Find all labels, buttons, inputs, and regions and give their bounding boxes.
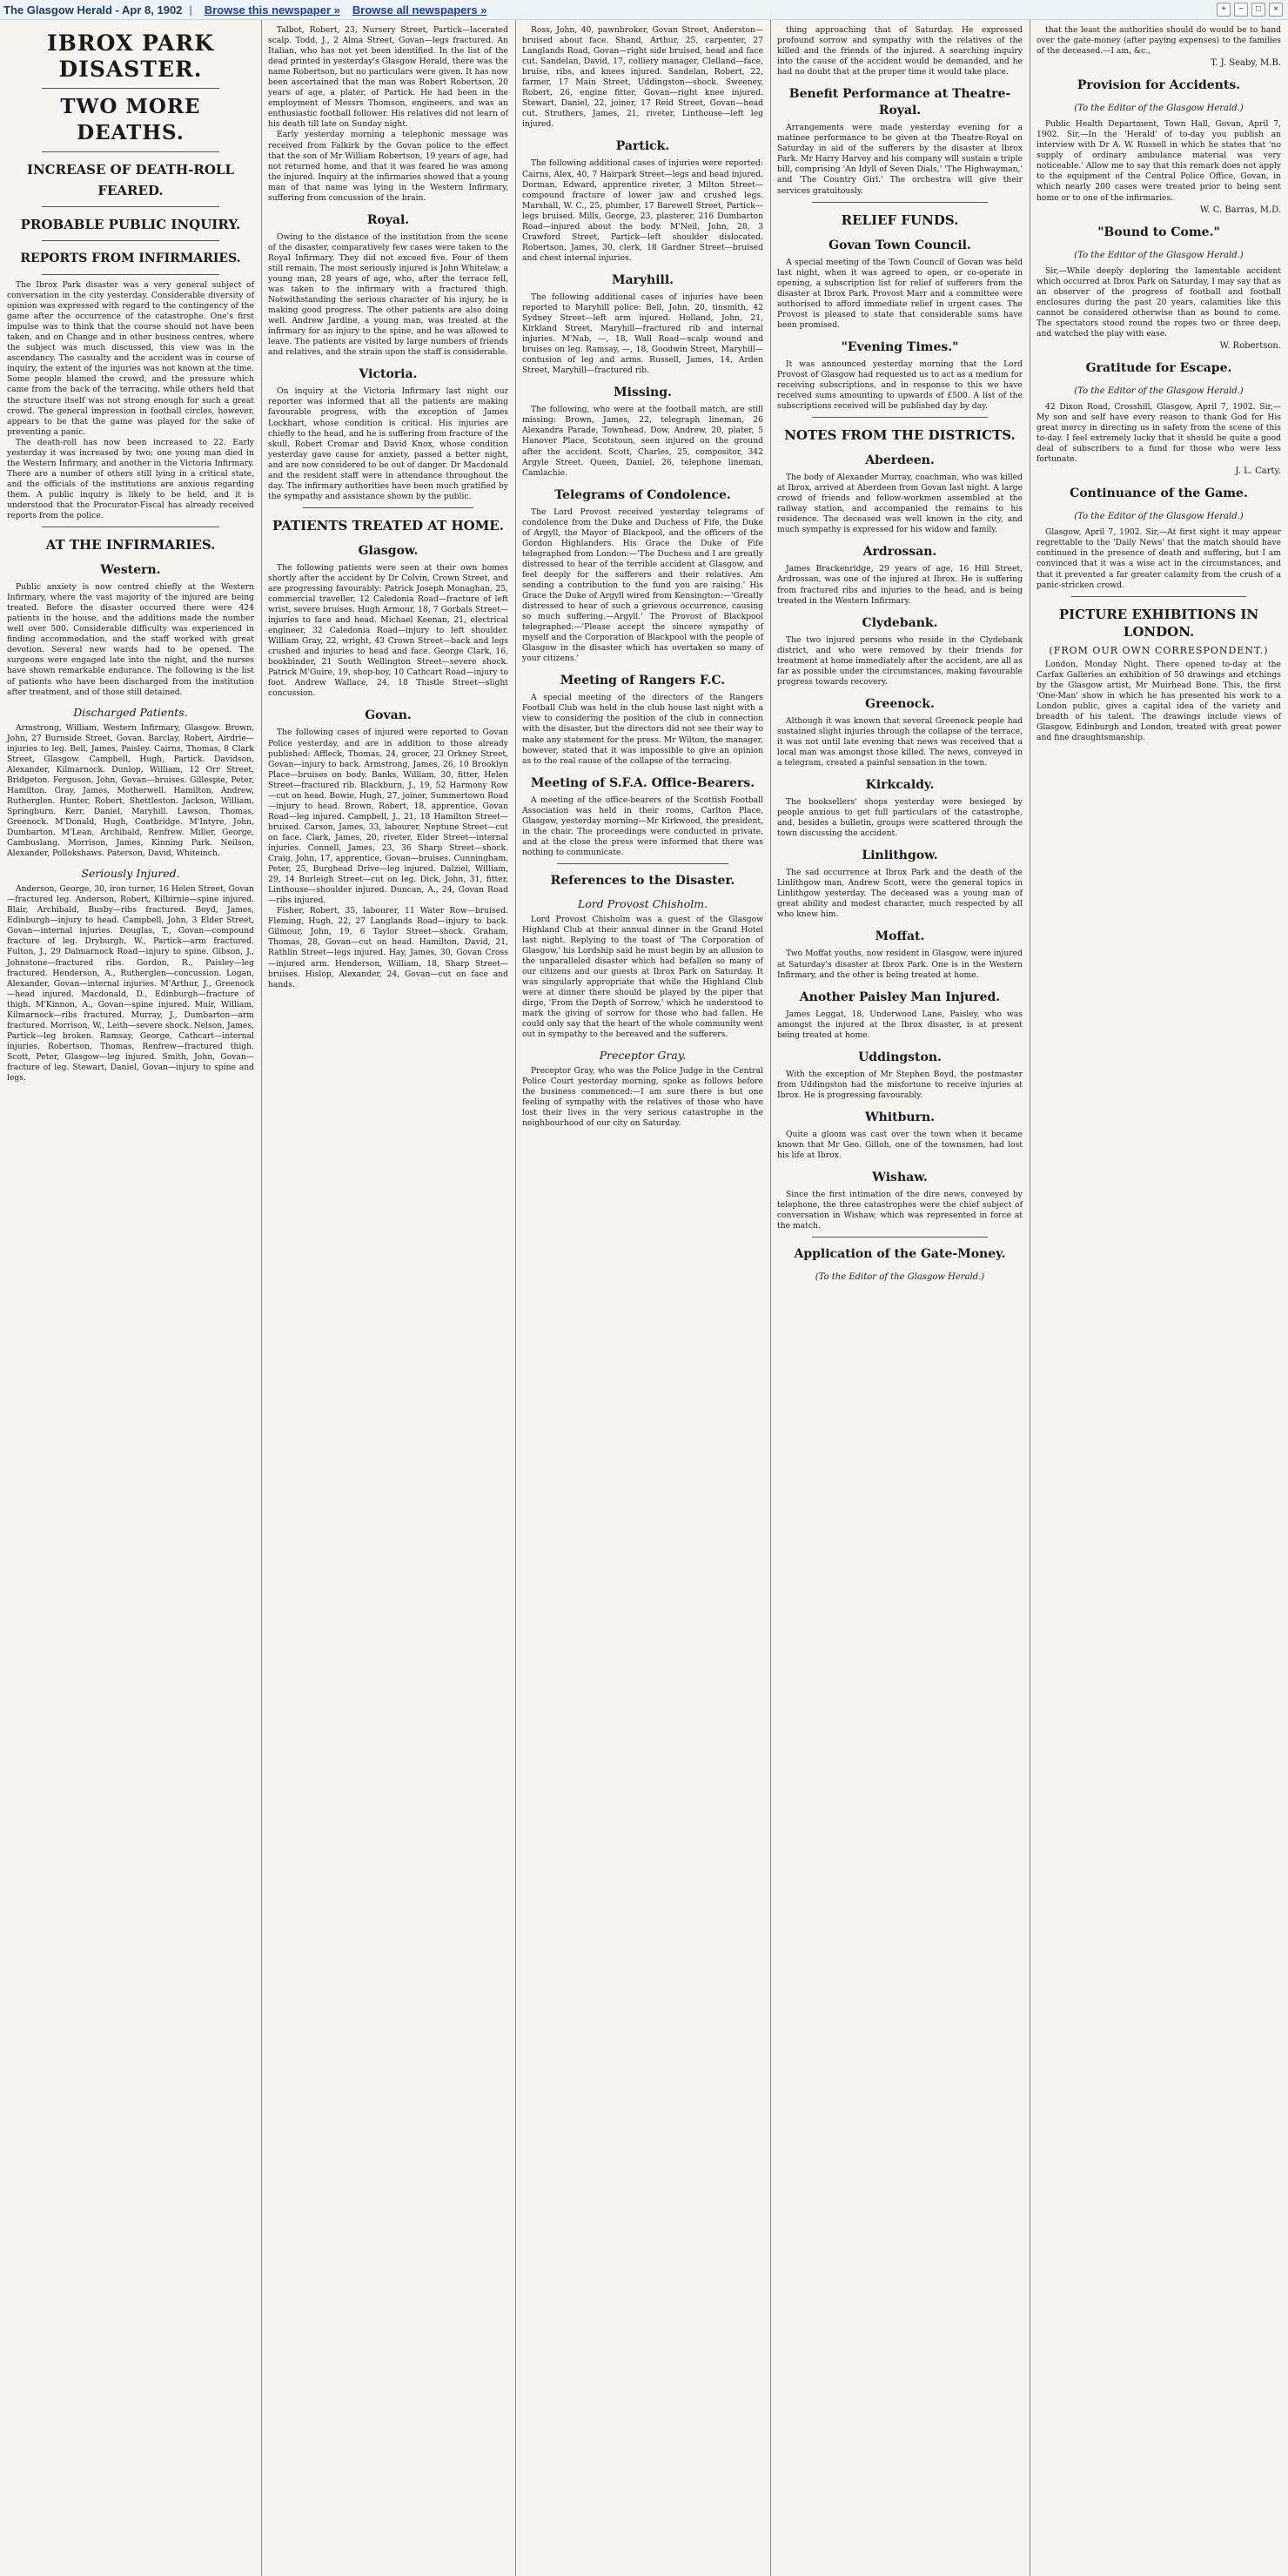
subheading-greenock: Greenock. — [865, 696, 935, 711]
article-paragraph: Since the first intimation of the dire news, conveyed by telephone, the three catastrophes were the chief subject of conversation in Wishaw, which was represented in force at the match. — [777, 1190, 1023, 1231]
browse-newspaper-link[interactable]: Browse this newspaper » — [204, 3, 340, 17]
article-paragraph: Glasgow, April 7, 1902. Sir,—At first sight it may appear regrettable to the 'Daily News' that the match should have continued in the presence of death and suffering, but I am convinced that it was a wise act in the circumstances, and that it prevented a far greater calamity from the crush of a panic-stricken crowd. — [1036, 527, 1281, 590]
subheading-maryhill: Maryhill. — [611, 272, 674, 287]
article-paragraph: The following patients were seen at their own homes shortly after the accident by Dr Colvin, Crown Street, and are progressing favourably: Patrick Joseph Monaghan, 25, commercial traveller, 12 Caledonia Road—fracture of left wrist, severe bruises. Hugh Armour, 18, 7 Gorbals Street—injuries to face and head. Michael Keenan, 21, electrical engineer, 32 Caledonia Road—injury to left shoulder. William Gray, 22, wright, 43 Crown Street—back and legs crushed and injuries to head and face. George Clark, 16, bookbinder, 21 South Wellington Street—severe shock. Patrick M'Guire, 19, shop-boy, 10 Cathcart Road—injury to foot. Andrew Wallace, 24, 18 Thistle Street—slight concussion. — [268, 562, 508, 699]
article-paragraph: thing approaching that of Saturday. He expressed profound sorrow and sympathy with the relatives of the killed and the friends of the injured. A searching inquiry into the cause of the accident would be demanded, and he had no doubt that at the proper time it would take place. — [777, 25, 1023, 77]
article-paragraph: Armstrong, William, Western Infirmary, Glasgow. Brown, John, 27 Burnside Street, Govan. Barclay, Robert, Airdrie—injuries to leg. Bell, James, Paisley. Cairns, Thomas, 8 Clark Street, Glasgow. Campbell, Hugh, Partick. Davidson, Alexander, Kilmarnock. Dunlop, William, 12 Orr Street, Bridgeton. Ferguson, John, Govan—bruises. Gillespie, Peter, Hamilton. Gray, James, Motherwell. Hamilton, Andrew, Rutherglen. Hunter, Robert, Shettleston. Jackson, William, Springburn. Kerr, Daniel, Maryhill. Lawson, Thomas, Greenock. M'Donald, Hugh, Coatbridge. M'Intyre, John, Dumbarton. M'Lean, Archibald, Renfrew. Miller, George, Cambuslang. Morrison, James, Kinning Park. Neilson, Alexander, Pollokshaws. Paterson, David, Whiteinch. — [7, 722, 254, 859]
section-heading-infirmaries: AT THE INFIRMARIES. — [45, 537, 216, 553]
divider — [812, 202, 988, 203]
subheading-ardrossan: Ardrossan. — [862, 545, 937, 560]
subheading-bound-to-come: "Bound to Come." — [1097, 225, 1220, 239]
fullscreen-icon[interactable]: □ — [1251, 3, 1265, 17]
section-heading-districts: NOTES FROM THE DISTRICTS. — [784, 427, 1016, 444]
article-paragraph: A special meeting of the directors of the Rangers Football Club was held in the club house last night with a view to considering the position of the club in connection with the disaster, but the directors did not see their way to make any statement for the press. Mr Wilton, the manager, however, stated that it was impossible to give an opinion as to the real cause of the collapse of the terracing. — [522, 693, 763, 766]
subheading-clydebank: Clydebank. — [862, 615, 938, 630]
zoom-out-icon[interactable]: − — [1234, 3, 1248, 17]
subheading-evening-times: "Evening Times." — [841, 339, 959, 354]
subheading-uddingston: Uddingston. — [858, 1050, 942, 1064]
toolbar-separator: | — [189, 3, 192, 17]
headline-inquiry: PROBABLE PUBLIC INQUIRY. — [20, 217, 241, 232]
zoom-in-icon[interactable]: + — [1217, 3, 1231, 17]
article-paragraph: London, Monday Night. There opened to-day at the Carfax Galleries an exhibition of 50 drawings and etchings by the Glasgow artist, Mr Muirhead Bone. This, the first 'One-Man' show in which he has presented his work to a London public, gives a capital idea of the variety and breadth of his talent. The drawings include views of Glasgow, Edinburgh and London, treated with great power and fine draughtsmanship. — [1036, 659, 1281, 742]
article-paragraph: Quite a gloom was cast over the town when it became known that Mr Geo. Gilloh, one of the townsmen, had lost his life at Ibrox. — [777, 1129, 1023, 1160]
column-1 — [0, 20, 261, 2576]
article-paragraph: Owing to the distance of the institution from the scene of the disaster, comparatively few cases were taken to the Royal Infirmary. They did not exceed five. Four of them still remain. The most seriously injured is John Whitelaw, a young man, 28 years of age, who, after the terrace fell, was taken to the infirmary with a fractured thigh. Notwithstanding the serious character of his injury, he is making good progress. The other patients are also doing well. Andrew Jardine, a young man, was treated at the infirmary for an injury to the spine, and he was allowed to leave. The patients are visited by large numbers of friends and relatives, and the strain upon the staff is considerable. — [268, 231, 508, 358]
subheading-lord-provost: Lord Provost Chisholm. — [577, 896, 708, 910]
subheading-royal: Royal. — [366, 212, 410, 227]
subheading-provision: Provision for Accidents. — [1077, 78, 1241, 93]
editor-note: (To the Editor of the Glasgow Herald.) — [1074, 386, 1244, 396]
article-paragraph: The following additional cases of injuries were reported: Cairns, Alex, 40, 7 Hairpark Street—legs and head injured. Dorman, Edward, apprentice riveter, 3 Milton Street—compound fracture of lower jaw and crushed legs. Marshall, W. C., 25, plumber, 17 Barewell Street, Partick—legs bruised. Mills, George, 23, plasterer, 216 Dumbarton Road—injured about the body. M'Neil, John, 28, 3 Crawford Street, Partick—left shoulder dislocated. Robertson, James, 30, clerk, 18 Gardner Street—bruised and chest internal injuries. — [522, 158, 763, 263]
article-paragraph: The following additional cases of injuries have been reported to Maryhill police: Bell, John, 20, tinsmith, 42 Sydney Street—left arm injured. Holland, John, 21, Kirkland Street, Maryhill—fractured rib and internal injuries. M'Nab, —, 18, Wall Road—scalp wound and bruises on leg. Ramsay, —, 18, Goodwin Street, Maryhill—contusion of leg and arms. Russell, James, 14, Arden Street, Maryhill—fractured rib. — [522, 292, 763, 376]
divider — [42, 88, 219, 89]
browse-all-link[interactable]: Browse all newspapers » — [352, 3, 487, 17]
article-paragraph: Ross, John, 40, pawnbroker, Govan Street, Anderston—bruised about face. Shand, Arthur, 25, carpenter, 27 Langlands Road, Govan—right side bruised, head and face cut. Sandelan, David, 17, colliery manager, Clelland—face, bruise, ribs, and knees injured. Sandelan, Robert, 22, farmer, 17 Main Street, Uddingston—shock. Sweeney, Robert, 26, engine fitter, Govan—right knee injured. Stewart, Daniel, 22, joiner, 17 Reid Street, Govan—head cut. Struthers, James, 21, riveter, Linthouse—left leg injured. — [522, 25, 763, 130]
close-icon[interactable]: × — [1269, 3, 1283, 17]
divider — [42, 206, 219, 207]
article-paragraph: Preceptor Gray, who was the Police Judge in the Central Police Court yesterday morning, spoke as follows before the business commenced:—I am sure there is but one feeling of sympathy with the relatives of those who have lost their lives in the very serious catastrophe in the neighbourhood of our city on Saturday. — [522, 1065, 763, 1128]
subheading-wishaw: Wishaw. — [872, 1171, 928, 1185]
subheading-sfa: Meeting of S.F.A. Office-Bearers. — [530, 775, 755, 790]
letter-signature: J. L. Carty. — [1235, 466, 1281, 477]
subheading-continuance: Continuance of the Game. — [1070, 486, 1248, 501]
article-paragraph: The body of Alexander Murray, coachman, who was killed at Ibrox, arrived at Aberdeen from Govan last night. A large crowd of friends and fellow-workmen assembled at the railway station, and accompanied the remains to his residence. The deceased was well known in the city, and much sympathy is expressed for his widow and family. — [777, 473, 1023, 535]
divider — [812, 1237, 988, 1238]
newspaper-title: The Glasgow Herald - Apr 8, 1902 — [3, 3, 183, 17]
subheading-moffat: Moffat. — [875, 929, 925, 944]
subheading-partick: Partick. — [615, 139, 670, 154]
article-paragraph: Talbot, Robert, 23, Nursery Street, Partick—lacerated scalp. Todd, J., 2 Alma Street, Govan—legs fractured. An Italian, who has not yet been identified. In the list of the dead printed in yesterday's Glasgow Herald, there was the name Robertson, but no particulars were given. It has now been ascertained that the man was Robert Robertson, 20 years of age, a plater, of Partick. He had been in the employment of Messrs Thomson, engineers, and was an enthusiastic football follower. His relatives did not learn of his death till late on Sunday night. — [268, 25, 508, 130]
subheading-telegrams: Telegrams of Condolence. — [554, 487, 731, 502]
viewer-toolbar — [0, 0, 1288, 20]
letter-signature: W. Robertson. — [1219, 340, 1281, 351]
subheading-missing: Missing. — [614, 386, 672, 400]
newspaper-page — [0, 20, 1288, 2576]
article-paragraph: Early yesterday morning a telephonic message was received from Falkirk by the Govan police to the effect that the son of Mr William Robertson, 19 years of age, had not returned home, and that it was feared he was among the injured. Inquiry at the infirmaries showed that a young man of that name was lying in the Western Infirmary, suffering from concussion of the brain. — [268, 130, 508, 203]
column-3 — [515, 20, 770, 2576]
subheading-references: References to the Disaster. — [550, 873, 735, 888]
article-paragraph: James Brackenridge, 29 years of age, 16 Hill Street, Ardrossan, was one of the injured at Ibrox. He is suffering from fractured ribs and injuries to the head, and is being treated in the Western Infirmary. — [777, 564, 1023, 606]
article-paragraph: The death-roll has now been increased to 22. Early yesterday it was increased by two; one young man died in the Western Infirmary, and another in the Victoria Infirmary. There are a number of others still lying in a critical state, and the officials of the institutions are anxious regarding them. A public inquiry is likely to be held, and it is understood that the Procurator-Fiscal has already received reports from the police. — [7, 437, 254, 521]
toolbar-tools — [1217, 3, 1283, 17]
divider — [303, 507, 473, 508]
article-paragraph: 42 Dixon Road, Crosshill, Glasgow, April 7, 1902. Sir,—My son and self have every reason to thank God for His great mercy in directing us in safety from the scene of this to-day. I feel extremely lucky that it should be quite a good deal of subscribers to a fund for those who were less fortunate. — [1036, 401, 1281, 465]
section-heading-home: PATIENTS TREATED AT HOME. — [272, 517, 504, 533]
section-heading-relief: RELIEF FUNDS. — [841, 211, 959, 228]
subheading-seriously-injured: Seriously Injured. — [81, 867, 180, 881]
letter-signature: W. C. Barras, M.D. — [1199, 205, 1281, 215]
subheading-govan-council: Govan Town Council. — [828, 238, 971, 252]
divider — [42, 240, 219, 241]
editor-note: (To the Editor of the Glasgow Herald.) — [815, 1272, 985, 1283]
article-paragraph: A meeting of the office-bearers of the Scottish Football Association was held in their rooms, Carlton Place, Glasgow, yesterday morning—Mr Kirkwood, the president, in the chair. The proceedings were conducted in private, and at the close the press were informed that there was nothing to communicate. — [522, 795, 763, 857]
article-paragraph: With the exception of Mr Stephen Boyd, the postmaster from Uddingston had the misfortune to receive injuries at Ibrox. He is progressing favourably. — [777, 1069, 1023, 1100]
subheading-paisley: Another Paisley Man Injured. — [799, 989, 1001, 1004]
main-headline: IBROX PARK DISASTER. — [47, 30, 214, 82]
headline-increase: INCREASE OF DEATH-ROLL FEARED. — [26, 162, 235, 198]
editor-note: (To the Editor of the Glasgow Herald.) — [1074, 512, 1244, 522]
editor-note: (To the Editor of the Glasgow Herald.) — [1074, 250, 1244, 260]
subheading-benefit: Benefit Performance at Theatre-Royal. — [788, 87, 1011, 118]
article-paragraph: The two injured persons who reside in the Clydebank district, and who were removed by their friends for treatment at home immediately after the accident, are all as far as possible under the circumstances, making favourable progress towards recovery. — [777, 634, 1023, 687]
headline-two-more-deaths: TWO MORE DEATHS. — [60, 95, 201, 144]
divider — [42, 151, 219, 152]
subheading-glasgow: Glasgow. — [358, 543, 419, 558]
divider — [1071, 596, 1246, 597]
letter-signature: T. J. Seaby, M.B. — [1211, 58, 1281, 69]
article-paragraph: that the least the authorities should do would be to hand over the gate-money (after paying expenses) to the families of the deceased.—I am, &c., — [1036, 25, 1281, 57]
correspondent-note: (FROM OUR OWN CORRESPONDENT.) — [1049, 644, 1269, 656]
subheading-whitburn: Whitburn. — [864, 1110, 936, 1124]
column-4 — [770, 20, 1030, 2576]
subheading-aberdeen: Aberdeen. — [865, 453, 935, 468]
subheading-gratitude: Gratitude for Escape. — [1085, 360, 1232, 375]
article-paragraph: Lord Provost Chisholm was a guest of the Glasgow Highland Club at their annual dinner in the Grand Hotel last night. Replying to the toast of 'The Corporation of Glasgow,' his Lordship said he must begin by an allusion to the unparalleled disaster which had befallen so many of our citizens and our guests at Ibrox Park on Saturday. It was singularly appropriate that while the Highland Club were at dinner there should be played by the piper that dirge, 'From the Depth of Sorrow,' which he understood to mark the giving of sorrow for those who had fallen. He could only say that the heart of the whole community went out in sympathy to the bereaved and the sufferers. — [522, 914, 763, 1040]
subheading-kirkcaldy: Kirkcaldy. — [865, 778, 935, 793]
article-paragraph: Public Health Department, Town Hall, Govan, April 7, 1902. Sir,—In the 'Herald' of to-day you publish an interview with Dr A. W. Russell in which he states that 'no supply of ordinary ambulance material was very noticeable.' Allow me to say that this remark does not apply to the equipment of the Central Police Office, Govan, in which nearly 200 cases were treated prior to being sent home or to one of the infirmaries. — [1036, 119, 1281, 203]
column-5 — [1030, 20, 1288, 2576]
subheading-govan: Govan. — [365, 708, 412, 723]
divider — [557, 863, 728, 864]
article-paragraph: A special meeting of the Town Council of Govan was held last night, when it was agreed to open, or co-operate in opening, a subscription list for relief of sufferers from the disaster at Ibrox Park. Provost Marr and a committee were authorised to afford immediate relief in urgent cases. The Provost is pleased to state that considerable sums have been promised. — [777, 257, 1023, 330]
article-paragraph: The Ibrox Park disaster was a very general subject of conversation in the city yesterday. Considerable diversity of opinion was expressed with regard to the contingency of the game after the occurrence of the catastrophe. One's first impulse was to think that the course should not have been taken, and on Change and in other business centres, where the subject was much discussed, this view was in the ascendancy. The casualty and the accident was in course of inquiry, the extent of the injuries was not known at the time. Some people blamed the crowd, and the pressure which came from the back of the terracing, while others held that the structure itself was not strong enough for such a great crowd. The general impression in football circles, however, appears to be that the game was played for the sake of preventing a panic. — [7, 280, 254, 437]
article-paragraph: The Lord Provost received yesterday telegrams of condolence from the Duke and Duchess of Fife, the Duke of Argyll, the Mayor of Blackpool, and the officers of the Gordon Highlanders. His Grace the Duke of Fife telegraphed from London:—'The Duchess and I are greatly distressed to hear of the terrible accident at Glasgow, and feel deeply for the sufferers and their relatives. Am sending a contribution to the fund you are raising.' His Grace the Duke of Argyll wired from Kensington:—'Greatly distressed to hear of such a grievous occurrence, causing so much suffering.—Argyll.' The Provost of Blackpool telegraphed:—'Please accept the sincere sympathy of myself and the Corporation of Blackpool with the people of Glasgow in the disaster which has overtaken so many of your citizens.' — [522, 506, 763, 664]
section-heading-exhibitions: PICTURE EXHIBITIONS IN LONDON. — [1058, 606, 1259, 640]
article-paragraph: On inquiry at the Victoria Infirmary last night our reporter was informed that all the patients are making favourable progress, with the exception of James Lockhart, whose condition is critical. His injuries are chiefly to the head, and he is suffering from fracture of the skull. Robert Cromar and David Knox, whose condition yesterday gave cause for anxiety, passed a better night, and are now considered to be out of danger. Dr Macdonald and the resident staff were in attendance throughout the day. The infirmary authorities have been much gratified by the sympathy and assistance shown by the public. — [268, 386, 508, 501]
subheading-preceptor: Preceptor Gray. — [599, 1048, 687, 1062]
article-paragraph: Anderson, George, 30, iron turner, 16 Helen Street, Govan—fractured leg. Anderson, Robert, Kilbirnie—spine injured. Blair, Archibald, Busby—ribs fractured. Boyd, James, Edinburgh—injury to head. Campbell, John, 3 Elder Street, Govan—internal injuries. Douglas, T., Govan—compound fracture of leg. Dryburgh, W., Partick—arm fractured. Fulton, J., 29 Dalmarnock Road—injury to spine. Gibson, J., Johnstone—fractured ribs. Gordon, R., Paisley—leg fractured. Henderson, A., Rutherglen—concussion. Logan, Alexander, Govan—internal injuries. M'Arthur, J., Greenock—head injured. Macdonald, D., Edinburgh—fracture of thigh. M'Kinnon, A., Govan—spine injured. Muir, William, Kilmarnock—ribs fractured. Murray, J., Dumbarton—arm fractured. Morrison, W., Leith—severe shock. Nelson, James, Partick—leg broken. Ramsay, George, Cathcart—internal injuries. Robertson, Thomas, Renfrew—fractured thigh. Scott, Peter, Glasgow—leg injured. Smith, John, Govan—fracture of leg. Stewart, Daniel, Govan—injury to spine and legs. — [7, 884, 254, 1083]
headline-reports: REPORTS FROM INFIRMARIES. — [20, 252, 241, 265]
article-paragraph: Although it was known that several Greenock people had sustained slight injuries through the collapse of the terrace, it was not until late evening that news was received that a local man was amongst those killed. The news, conveyed in a telegram, created a painful sensation in the town. — [777, 715, 1023, 768]
article-paragraph: Two Moffat youths, now resident in Glasgow, were injured at Saturday's disaster at Ibrox Park. One is in the Western Infirmary, and the other is being treated at home. — [777, 949, 1023, 980]
article-paragraph: The following, who were at the football match, are still missing: Brown, James, 22, telegraph lineman, 26 Alexandra Parade, Townhead. Dow, Andrew, 20, plater, 5 Hanover Place, Scotstoun, seen injured on the ground after the accident. Scott, Charles, 25, compositor, 342 Argyle Street. Queen, Daniel, 26, telephone lineman, Camlachie. — [522, 405, 763, 478]
subheading-western: Western. — [100, 563, 161, 578]
article-paragraph: Sir,—While deeply deploring the lamentable accident which occurred at Ibrox Park on Saturday, I may say that as an observer of the progress of football and football enclosures during the past 20 years, calamities like this cannot be considered otherwise than as bound to come. The spectators stood round the ropes two or three deep, and watched the play with ease. — [1036, 265, 1281, 339]
article-paragraph: Public anxiety is now centred chiefly at the Western Infirmary, where the vast majority of the injured are being treated. Before the disaster occurred there were 424 patients in the house, and the additions made the number well over 500. Considerable difficulty was experienced in finding accommodation, and the staff worked with great devotion. Several new wards had to be opened. The surgeons were engaged late into the night, and the nurses have shown remarkable endurance. The following is the list of patients who have been discharged from the institution after treatment, and of those still detained. — [7, 582, 254, 697]
subheading-rangers: Meeting of Rangers F.C. — [560, 674, 726, 688]
article-paragraph: The booksellers' shops yesterday were besieged by people anxious to get full particulars of the catastrophe, and, besides a bulletin, groups were scattered through the town discussing the accident. — [777, 797, 1023, 839]
subheading-gate-money: Application of the Gate-Money. — [794, 1247, 1006, 1262]
subheading-victoria: Victoria. — [359, 367, 418, 382]
article-paragraph: The following cases of injured were reported to Govan Police yesterday, and are in addition to those already published: Affleck, Thomas, 24, grocer, 23 Orkney Street, Govan—injury to back. Armstrong, James, 26, 10 Brooklyn Place—bruises on body. Banks, William, 30, fitter, Helen Street—fractured rib. Blackburn, J., 19, 52 Harmony Row—cut on head. Bowie, Hugh, 27, joiner, Summertown Road—injury to head. Brown, Robert, 18, apprentice, Govan Road—leg injured. Campbell, J., 21, 18 Hamilton Street—bruised. Carson, James, 33, labourer, Neptune Street—cut on face. Clark, James, 20, riveter, Elder Street—internal injuries. Connell, James, 23, 36 Sharp Street—shock. Craig, John, 17, apprentice, Govan—bruises. Cunningham, Peter, 25, Burghead Drive—leg injured. Dalziel, William, 29, 14 Burleigh Street—cut on leg. Dick, John, 31, fitter, Linthouse—shoulder injured. Duncan, A., 24, Govan Road—ribs injured. — [268, 728, 508, 906]
column-2 — [261, 20, 515, 2576]
editor-note: (To the Editor of the Glasgow Herald.) — [1074, 104, 1244, 114]
subheading-linlithgow: Linlithgow. — [862, 849, 938, 863]
subheading-discharged: Discharged Patients. — [73, 705, 188, 719]
article-paragraph: Arrangements were made yesterday evening for a matinee performance to be given at the Theatre-Royal on Saturday in aid of the sufferers by the disaster at Ibrox Park. Mr Harry Harvey and his company will sustain a triple bill, comprising 'An Idyll of Seven Dials,' 'The Highwayman,' and 'The Country Girl.' The orchestra will give their services gratuitously. — [777, 123, 1023, 196]
article-paragraph: James Leggat, 18, Underwood Lane, Paisley, who was amongst the injured at the Ibrox disaster, is at present being treated at home. — [777, 1009, 1023, 1040]
article-paragraph: Fisher, Robert, 35, labourer, 11 Water Row—bruised. Fleming, Hugh, 22, 27 Langlands Road—injury to back. Gilmour, John, 19, 6 Taylor Street—shock. Graham, Thomas, 28, Govan—cut on head. Hamilton, David, 21, Rathlin Street—legs injured. Hay, James, 30, Govan Cross—injured arm. Henderson, William, 18, Sharp Street—bruises. Hislop, Alexander, 24, Govan—cut on face and hands. — [268, 906, 508, 989]
article-paragraph: It was announced yesterday morning that the Lord Provost of Glasgow had requested us to act as a medium for receiving subscriptions, and in response to this we have received sums amounting to upwards of £500. A list of the subscriptions received will be published day by day. — [777, 359, 1023, 412]
divider — [812, 417, 988, 418]
article-paragraph: The sad occurrence at Ibrox Park and the death of the Linlithgow man, Andrew Scott, were the general topics in Linlithgow yesterday. The deceased was a young man of great ability and modest character, much respected by all who knew him. — [777, 868, 1023, 920]
divider — [42, 274, 219, 275]
